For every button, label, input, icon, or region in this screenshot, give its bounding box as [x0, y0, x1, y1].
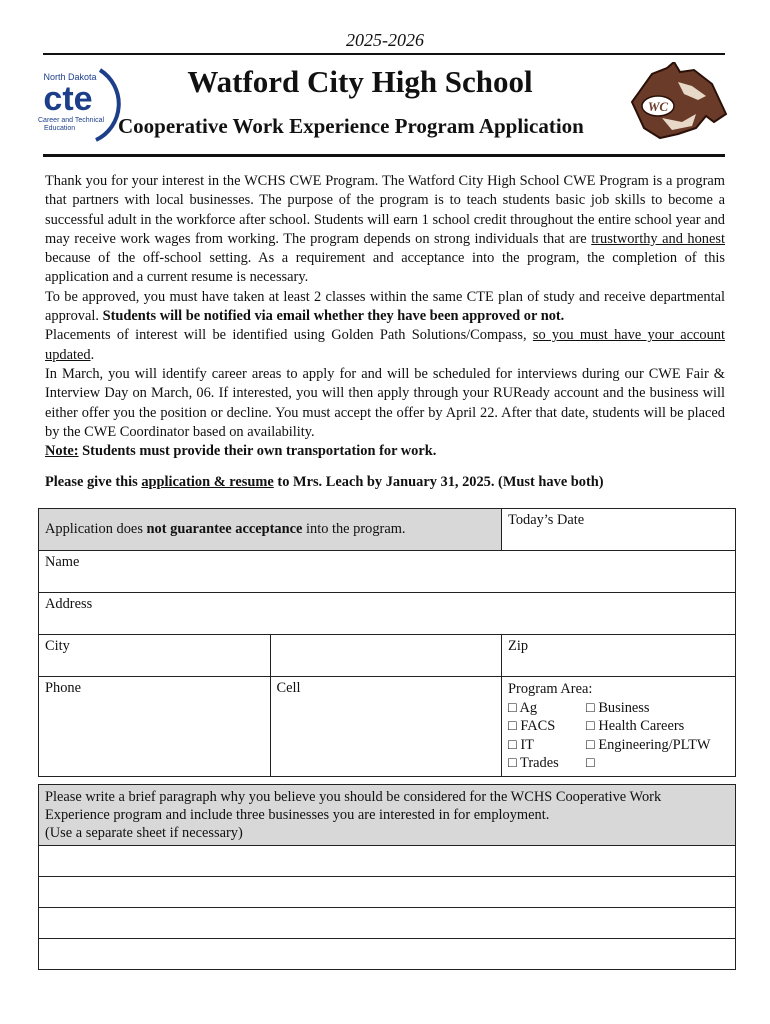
- checkbox-it[interactable]: □ IT: [508, 736, 534, 753]
- nd-text: North Dakota: [43, 72, 97, 82]
- account-underline: so you must have your account updated: [45, 327, 725, 363]
- checkbox-trades[interactable]: □ Trades: [508, 755, 559, 771]
- note-label: Note:: [45, 443, 79, 460]
- checkbox-health-careers[interactable]: □ Health Careers: [586, 718, 685, 734]
- paragraph-section: [38, 784, 736, 970]
- intro-paragraph-1: Thank you for your interest in the WCHS CWE Program. The Watford City High School CWE Program is a program that partners with local businesses. The purpose of the program is to teach students basic job skills to become a successful adult in the workforce after school. Students will earn 1 school credit throughout the entire school year and may receive work wages from working. The program depends on strong individuals that are trustworthy and honest because of the off-school setting. As a requirement and acceptance into the program, the completion of this application and a current resume is necessary.: [45, 173, 725, 286]
- name-field[interactable]: [39, 551, 736, 593]
- todays-date-label: Today’s Date: [508, 512, 585, 528]
- note-line: [45, 442, 725, 461]
- cell-field[interactable]: [270, 677, 502, 777]
- city-label: City: [45, 638, 70, 654]
- checkbox-ag[interactable]: □ Ag: [508, 699, 538, 716]
- paragraph-line-4[interactable]: [39, 939, 736, 970]
- address-field[interactable]: [39, 593, 736, 635]
- intro-paragraph-3: Placements of interest will be identified using Golden Path Solutions/Compass, so you must have your account updated.: [45, 327, 725, 363]
- checkbox-business[interactable]: □ Business: [586, 699, 650, 716]
- paragraph-line-2[interactable]: [39, 877, 736, 908]
- cte-text: cte: [43, 80, 93, 118]
- cell-label: Cell: [276, 680, 301, 696]
- program-area-options: [508, 699, 729, 773]
- wolf-mascot-logo: [622, 62, 730, 142]
- top-rule: [43, 53, 725, 55]
- submission-instructions: Please give this application & resume to Mrs. Leach by January 31, 2025. (Must have both): [45, 474, 604, 490]
- name-label: Name: [45, 554, 80, 570]
- checkbox-facs[interactable]: □ FACS: [508, 718, 556, 734]
- paragraph-line-1[interactable]: [39, 846, 736, 877]
- program-title: Cooperative Work Experience Program Application: [118, 114, 584, 138]
- zip-label: Zip: [508, 638, 529, 654]
- phone-label: Phone: [45, 680, 81, 696]
- program-area-cell: [502, 677, 736, 777]
- notified-bold: Students will be notified via email whether they have been approved or not.: [102, 308, 565, 325]
- school-year: 2025-2026: [346, 30, 424, 50]
- paragraph-prompt: Please write a brief paragraph why you believe you should be considered for the WCHS Cooperative Work Experience program and include three businesses you are interested in for employment. (Use a separate sheet if necessary): [39, 785, 736, 846]
- paragraph-line-3[interactable]: [39, 908, 736, 939]
- checkbox-blank[interactable]: □: [586, 755, 595, 771]
- intro-paragraph-4: In March, you will identify career areas to apply for and will be scheduled for interviews during our CWE Fair & Interview Day on March, 06. If interested, you will then apply through your RUReady account and the business will either offer you the position or decline. You must accept the offer by April 22. After that date, students will be placed by the CWE Coordinator based on availability.: [45, 365, 725, 440]
- cte-sub2: Education: [44, 125, 76, 132]
- intro-text: [45, 172, 725, 461]
- program-area-label: Program Area:: [508, 681, 593, 697]
- zip-field[interactable]: [502, 635, 736, 677]
- wc-text: WC: [647, 99, 669, 114]
- cte-sub1: Career and Technical: [38, 117, 105, 124]
- checkbox-engineering-pltw[interactable]: □ Engineering/PLTW: [586, 736, 711, 753]
- city-extra-field[interactable]: [270, 635, 502, 677]
- trustworthy-underline: trustworthy and honest: [591, 230, 725, 247]
- bottom-rule: [43, 154, 725, 157]
- address-label: Address: [45, 596, 93, 612]
- application-form: [38, 508, 736, 777]
- city-field[interactable]: [39, 635, 271, 677]
- disclaimer-cell: Application does not guarantee acceptance into the program.: [39, 509, 502, 551]
- school-title: Watford City High School: [187, 64, 533, 99]
- phone-field[interactable]: [39, 677, 271, 777]
- note-text: Students must provide their own transportation for work.: [82, 443, 437, 460]
- intro-paragraph-2: To be approved, you must have taken at least 2 classes within the same CTE plan of study and receive departmental approval. Students will be notified via email whether they have been approved or not.: [45, 288, 725, 325]
- todays-date-field[interactable]: [502, 509, 736, 551]
